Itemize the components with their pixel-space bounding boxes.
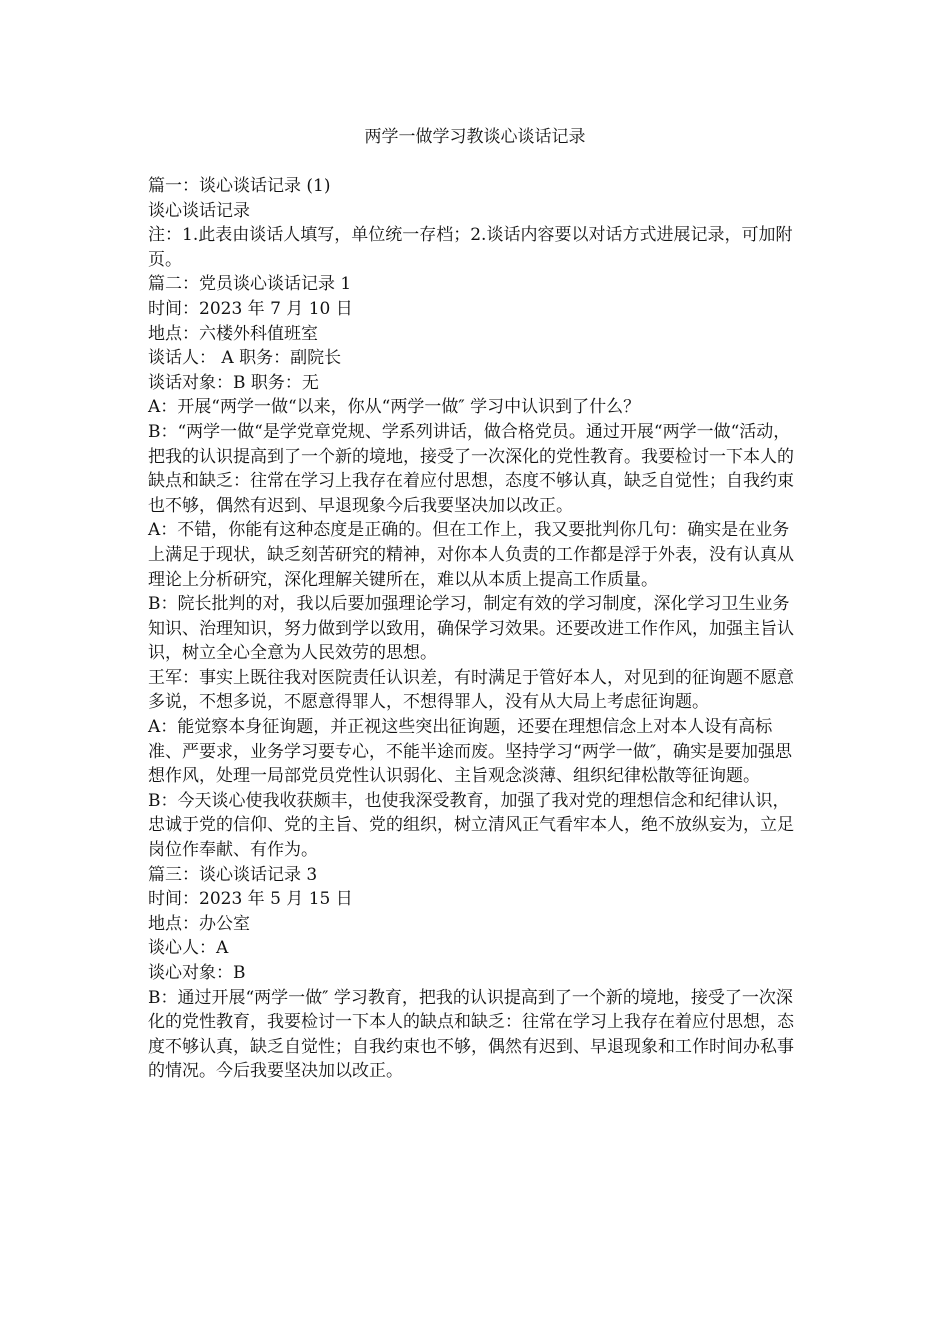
dialogue-paragraph: A：不错，你能有这种态度是正确的。但在工作上，我又要批判你几句：确实是在业务上满足于现状，缺乏刻苦研究的精神，对你本人负责的工作都是浮于外表，没有认真从理论上分析研究，深化理解关键所在，难以从本质上提高工作质量。 bbox=[148, 520, 794, 590]
record-location: 地点：六楼外科值班室 bbox=[148, 323, 318, 344]
record-location: 地点：办公室 bbox=[148, 913, 250, 934]
record-subtitle: 谈心谈话记录 bbox=[148, 200, 250, 221]
dialogue-paragraph: B：院长批判的对，我以后要加强理论学习，制定有效的学习制度，深化学习卫生业务知识、治理知识，努力做到学以致用，确保学习效果。还要改进工作作风，加强主旨认识，树立全心全意为人民效劳的思想。 bbox=[148, 594, 794, 664]
dialogue-paragraph: B：今天谈心使我收获颇丰，也使我深受教育，加强了我对党的理想信念和纪律认识，忠诚于党的信仰、党的主旨、党的组织，树立清风正气看牢本人，绝不放纵妄为，立足岗位作奉献、有作为。 bbox=[148, 790, 794, 861]
record-speaker: 谈话人： A 职务：副院长 bbox=[148, 348, 342, 369]
record-interviewee: 谈话对象：B 职务：无 bbox=[148, 372, 319, 393]
dialogue-paragraph: A：开展“两学一做“以来，你从“两学一做″ 学习中认识到了什么？ bbox=[148, 397, 641, 418]
section-heading-1: 篇一：谈心谈话记录 (1) bbox=[148, 176, 331, 196]
record-speaker: 谈心人：A bbox=[148, 938, 229, 959]
dialogue-paragraph: 王军：事实上既往我对医院责任认识差，有时满足于管好本人，对见到的征询题不愿意多说，不想多说，不愿意得罪人，不想得罪人，没有从大局上考虑征询题。 bbox=[148, 667, 794, 713]
document-body bbox=[148, 174, 802, 1084]
note-paragraph: 注：1.此表由谈话人填写，单位统一存档；2.谈话内容要以对话方式进展记录，可加附页。 bbox=[148, 225, 793, 270]
section-heading-2: 篇二：党员谈心谈话记录 1 bbox=[148, 274, 352, 295]
record-time: 时间：2023 年 5 月 15 日 bbox=[148, 889, 353, 910]
record-time: 时间：2023 年 7 月 10 日 bbox=[148, 298, 353, 319]
record-interviewee: 谈心对象：B bbox=[148, 963, 246, 983]
dialogue-paragraph: B：“两学一做“是学党章党规、学系列讲话，做合格党员。通过开展“两学一做“活动，把我的认识提高到了一个新的境地，接受了一次深化的党性教育。我要检讨一下本人的缺点和缺乏：往常在学习上我存在着应付思想，态度不够认真，缺乏自觉性；自我约束也不够，偶然有迟到、早退现象今后我要坚决加以改正。 bbox=[148, 421, 794, 516]
dialogue-paragraph: A：能觉察本身征询题，并正视这些突出征询题，还要在理想信念上对本人设有高标准、严要求，业务学习要专心，不能半途而废。坚持学习“两学一做″，确实是要加强思想作风，处理一局部党员党性认识弱化、主旨观念淡薄、组织纪律松散等征询题。 bbox=[148, 717, 793, 787]
section-heading-3: 篇三：谈心谈话记录 3 bbox=[148, 864, 318, 885]
dialogue-paragraph: B：通过开展“两学一做″ 学习教育，把我的认识提高到了一个新的境地，接受了一次深化的党性教育，我要检讨一下本人的缺点和缺乏：往常在学习上我存在着应付思想，态度不够认真，缺乏自觉性；自我约束也不够，偶然有迟到、早退现象和工作时间办私事的情况。今后我要坚决加以改正。 bbox=[148, 987, 794, 1082]
document-title: 两学一做学习教谈心谈话记录 bbox=[364, 127, 586, 147]
